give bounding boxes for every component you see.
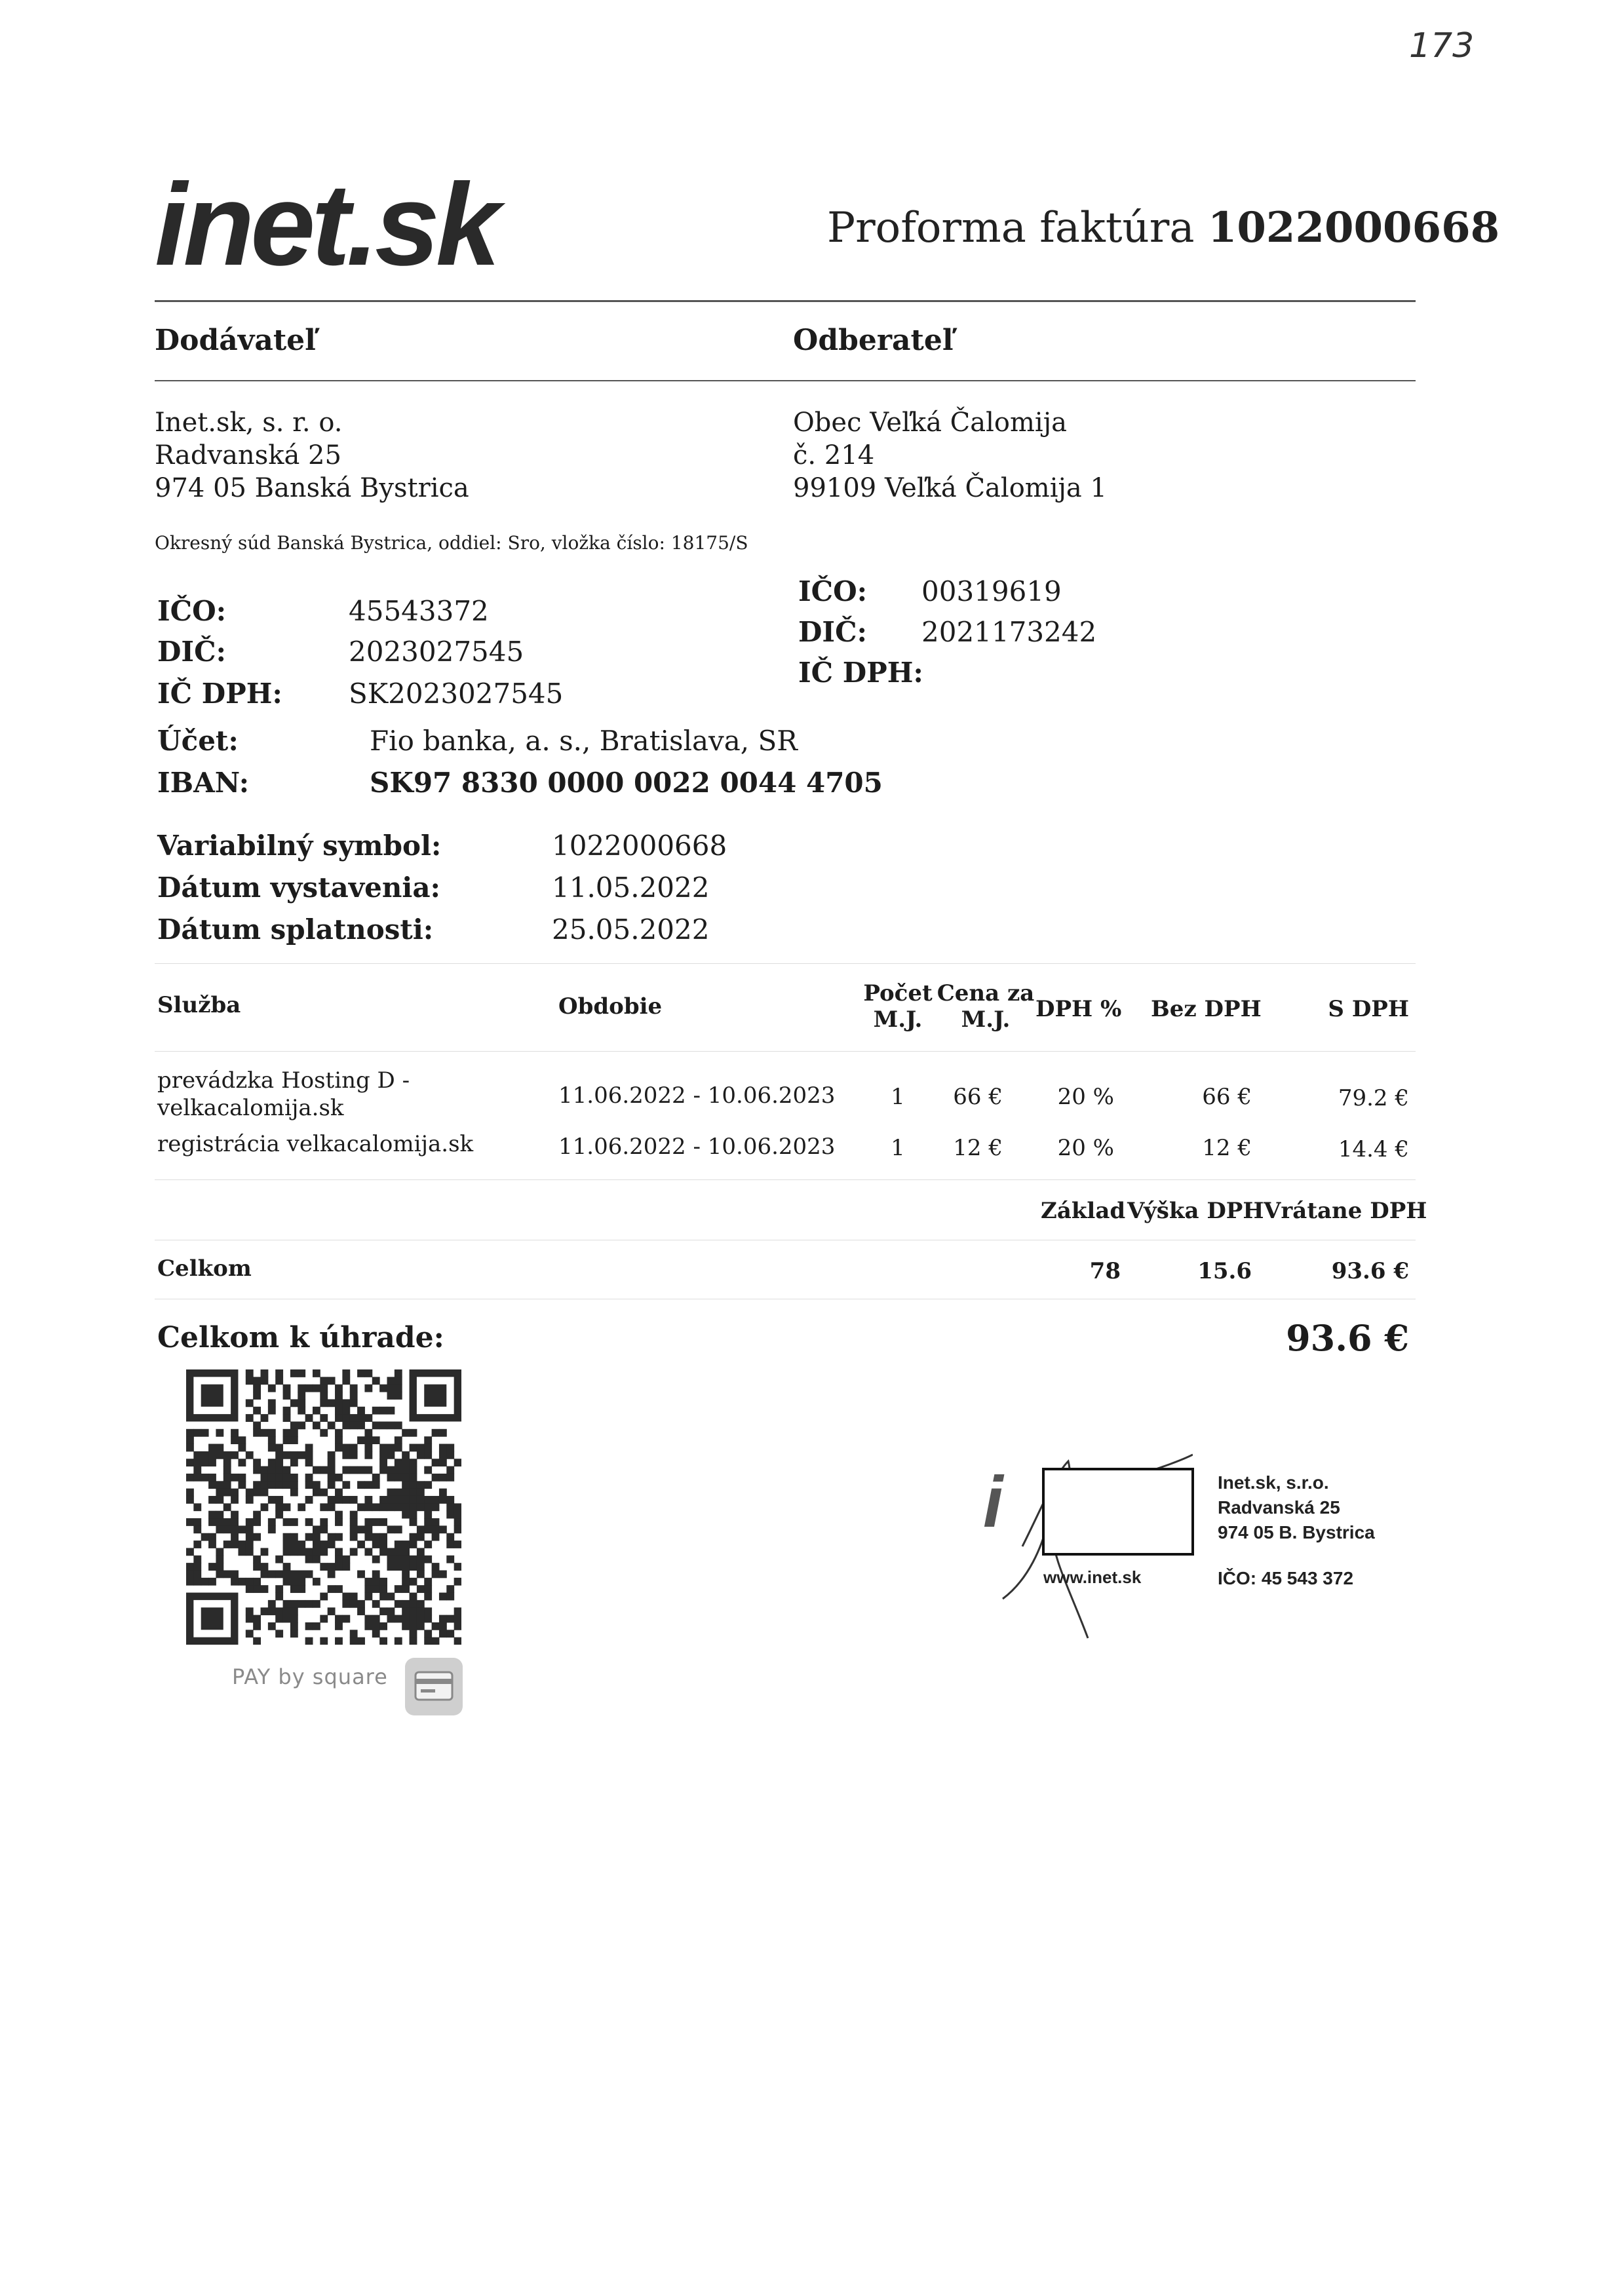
header-rule [155,300,1416,302]
stamp-line1: Inet.sk, s.r.o. [1218,1472,1329,1493]
table-top-rule [155,963,1416,964]
svg-text:i: i [983,1462,1003,1542]
supplier-ico-label: IČO: [157,595,227,627]
th-period: Obdobie [558,993,663,1020]
to-pay-amount: 93.6 € [1286,1317,1409,1359]
issued-label: Dátum vystavenia: [157,871,441,904]
customer-dic-label: DIČ: [798,616,867,648]
pay-by-square-qr [186,1369,461,1645]
inet-logo: inet.sk [155,159,497,290]
invoice-title [827,203,1499,252]
th-count [852,980,944,1033]
row1-vat-pct: 20 % [1057,1084,1114,1110]
row1-service-line1: prevádzka Hosting D - [157,1067,410,1094]
row2-count: 1 [891,1135,905,1161]
vs-label: Variabilný symbol: [157,830,442,862]
customer-dic: 2021173242 [921,616,1097,648]
summary-base-label: Základ [1041,1198,1126,1224]
row1-net: 66 € [1202,1084,1252,1110]
supplier-name: Inet.sk, s. r. o. [155,408,343,438]
supplier-city: 974 05 Banská Bystrica [155,473,469,503]
th-price-line1: Cena za [937,980,1035,1006]
invoice-number: 1022000668 [1207,203,1500,252]
qr-code-graphic [186,1369,461,1645]
to-pay-label: Celkom k úhrade: [157,1321,444,1354]
customer-ico: 00319619 [921,575,1062,607]
table-header-rule [155,1051,1416,1052]
total-base: 78 [1089,1258,1121,1284]
th-vat-pct: DPH % [1035,996,1122,1022]
stamp-line2: Radvanská 25 [1218,1497,1340,1518]
total-vat: 15.6 [1197,1258,1252,1284]
handwritten-page-number: 173 [1409,26,1475,66]
customer-heading: Odberateľ [793,324,954,357]
row2-period: 11.06.2022 - 10.06.2023 [558,1134,836,1160]
customer-name: Obec Veľká Čalomija [793,408,1067,438]
row2-net: 12 € [1202,1135,1252,1161]
supplier-heading: Dodávateľ [155,324,316,357]
stamp-ico: IČO: 45 543 372 [1218,1568,1354,1588]
due-label: Dátum splatnosti: [157,913,434,946]
th-price [933,980,1038,1033]
stamp-line3: 974 05 B. Bystrica [1218,1522,1375,1542]
stamp-web: www.inet.sk [1043,1567,1142,1587]
pay-by-square-card-icon [404,1656,464,1717]
row1-service [157,1067,410,1122]
supplier-dic: 2023027545 [349,636,524,668]
supplier-icdph: SK2023027545 [349,678,564,710]
th-gross: S DPH [1328,996,1409,1022]
account-value: Fio banka, a. s., Bratislava, SR [370,725,798,757]
supplier-ico: 45543372 [349,595,489,627]
supplier-dic-label: DIČ: [157,636,226,668]
due-value: 25.05.2022 [552,913,710,946]
iban-label: IBAN: [157,767,250,799]
row1-count: 1 [891,1084,905,1110]
customer-ico-label: IČO: [798,575,868,607]
row2-service: registrácia velkacalomija.sk [157,1131,474,1157]
qr-caption: PAY by square [232,1664,388,1689]
customer-address [793,406,1107,505]
row2-gross: 14.4 € [1338,1136,1409,1162]
summary-vat-label: Výška DPH [1127,1198,1264,1224]
party-rule [155,380,1416,381]
invoice-title-prefix: Proforma faktúra [827,204,1195,252]
vs-value: 1022000668 [552,830,727,862]
total-incl: 93.6 € [1331,1258,1409,1284]
iban-value: SK97 8330 0000 0022 0044 4705 [370,767,883,799]
customer-city: 99109 Veľká Čalomija 1 [793,473,1107,503]
row2-vat-pct: 20 % [1057,1135,1114,1161]
th-service: Služba [157,992,241,1018]
th-count-line1: Počet [863,980,933,1006]
row1-gross: 79.2 € [1338,1085,1409,1111]
supplier-street: Radvanská 25 [155,440,341,470]
supplier-address [155,406,469,505]
th-price-line2: M.J. [961,1006,1011,1033]
customer-icdph-label: IČ DPH: [798,657,923,689]
row1-price: 66 € [953,1084,1003,1110]
account-label: Účet: [157,725,239,757]
court-note: Okresný súd Banská Bystrica, oddiel: Sro, vložka číslo: 18175/S [155,532,748,554]
total-label: Celkom [157,1255,252,1282]
row1-service-line2: velkacalomija.sk [157,1095,344,1121]
issued-value: 11.05.2022 [552,871,710,904]
redaction-box [1042,1468,1194,1556]
row1-period: 11.06.2022 - 10.06.2023 [558,1082,836,1109]
table-bottom-rule [155,1179,1416,1180]
customer-street: č. 214 [793,440,875,470]
summary-incl-label: Vrátane DPH [1264,1198,1427,1224]
stamp-company [1218,1470,1375,1545]
th-net: Bez DPH [1151,996,1262,1022]
supplier-icdph-label: IČ DPH: [157,678,282,710]
th-count-line2: M.J. [873,1006,923,1033]
row2-price: 12 € [953,1135,1003,1161]
